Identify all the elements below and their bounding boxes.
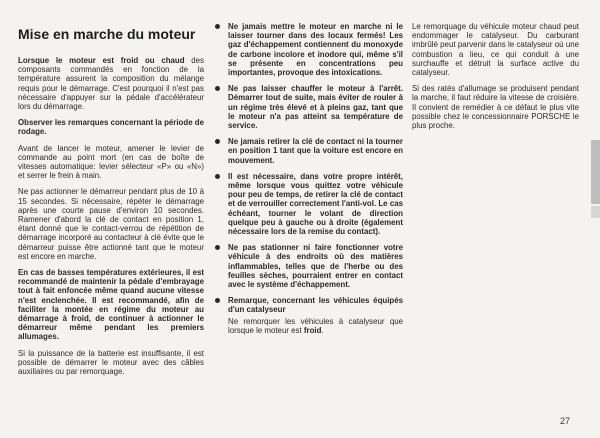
bullet-chauffer-arret: Ne pas laisser chauffer le moteur à l'arrêt. Démarrer tout de suite, mais éviter de rouler à un régime très élevé et à pleins gaz, tant que le moteur n'a pas atteint sa température de service. [215, 84, 403, 130]
section-edge-tab [591, 140, 600, 204]
page-number: 27 [560, 416, 571, 426]
bullet-anti-vol: Il est nécessaire, dans votre propre intérêt, même lorsque vous quittez votre véhicule pour peu de temps, de retirer la clé de contact et de verrouiller correctement l'anti-vol. Le cas échéant, tourner le volant de direction quelque peu à gauche ou à droite (également nécessaire lors de la remise du contact). [215, 172, 403, 236]
paragraph-batterie: Si la puissance de la batterie est insuffisante, il est possible de démarrer le moteur avec des câbles auxiliaires ou par remorquage. [18, 348, 204, 377]
bullet-locaux-fermes: Ne jamais mettre le moteur en marche ni le laisser tourner dans des locaux fermés! Les gaz d'échappement contiennent du monoxyde de carbone incolore et inodore qui, même s'il se présente en concentrations peu importantes, provoque des intoxications. [215, 22, 403, 77]
column-middle [215, 22, 403, 342]
bullet-dot-icon [215, 86, 220, 91]
paragraph-intro [18, 56, 204, 111]
catalyseur-note: Ne remorquer les véhicules à catalyseur que lorsque le moteur est froid. [228, 316, 403, 335]
paragraph-levier: Avant de lancer le moteur, amener le levier de commande au point mort (en cas de boîte de vitesses automatique: levier sélecteur «P» ou «N») et serrer le frein à main. [18, 143, 204, 181]
column-right [412, 22, 579, 137]
paragraph-basses-temperatures: En cas de basses températures extérieures, il est recommandé de maintenir la pédale d'embrayage tout à fait enfoncée même quand aucune vitesse n'est enclenchée. Il est recommandé, afin de faciliter la montée en régime du moteur au démarrage à froid, de continuer à actionner le démarreur même pendant les premiers allumages. [18, 268, 204, 342]
bullet-dot-icon [215, 24, 220, 29]
column-left [18, 20, 204, 383]
bullet-dot-icon [215, 139, 220, 144]
bullet-stationnement: Ne pas stationner ni faire fonctionner votre véhicule à des endroits où des matières inflammables, telles que de l'herbe ou des feuilles sèches, pourraient entrer en contact avec le système d'échappement. [215, 243, 403, 289]
page-title: Mise en marche du moteur [18, 26, 196, 42]
paragraph-remorquage: Le remorquage du véhicule moteur chaud peut endommager le catalyseur. Du carburant imbrûlé peut parvenir dans le catalyseur où une combustion a lieu, ce qui conduit à une surchauffe et détruit la surface active du catalyseur. [412, 22, 579, 78]
bullet-cle-contact: Ne jamais retirer la clé de contact ni la tourner en position 1 tant que la voiture est encore en mouvement. [215, 137, 403, 165]
catalyseur-heading: Remarque, concernant les véhicules équipés d'un catalyseur [228, 296, 403, 315]
paragraph-demarreur: Ne pas actionner le démarreur pendant plus de 10 à 15 secondes. Si nécessaire, répéter le démarrage après une courte pause d'environ 10 secondes. Ramener d'abord la clé de contact en position 1, étant donné que le contact-verrou de répétition de démarrage incorporé au contacteur à clé évite que le démarreur puisse être actionné tant que le moteur est encore en marche. [18, 187, 204, 261]
section-edge-tab-lower [591, 206, 600, 218]
intro-bold: Lorsque le moteur est froid ou chaud [18, 56, 185, 65]
bullet-dot-icon [215, 174, 220, 179]
bullet-dot-icon [215, 298, 220, 303]
paragraph-rates-allumage: Si des ratés d'allumage se produisent pendant la marche, il faut réduire la vitesse de croisière. Il convient de remédier à ce défaut le plus vite possible chez le concessionnaire PORSCHE le plus proche. [412, 84, 579, 131]
bullet-catalyseur [215, 296, 403, 335]
bullet-dot-icon [215, 245, 220, 250]
intro-text: des composants commandés en fonction de la température assurent la composition du mélange requis pour le démarrage. C'est pourquoi il n'est pas nécessaire d'appuyer sur la pédale d'accélérateur lors du démarrage. [18, 56, 204, 112]
paragraph-rodage: Observer les remarques concernant la période de rodage. [18, 118, 204, 137]
